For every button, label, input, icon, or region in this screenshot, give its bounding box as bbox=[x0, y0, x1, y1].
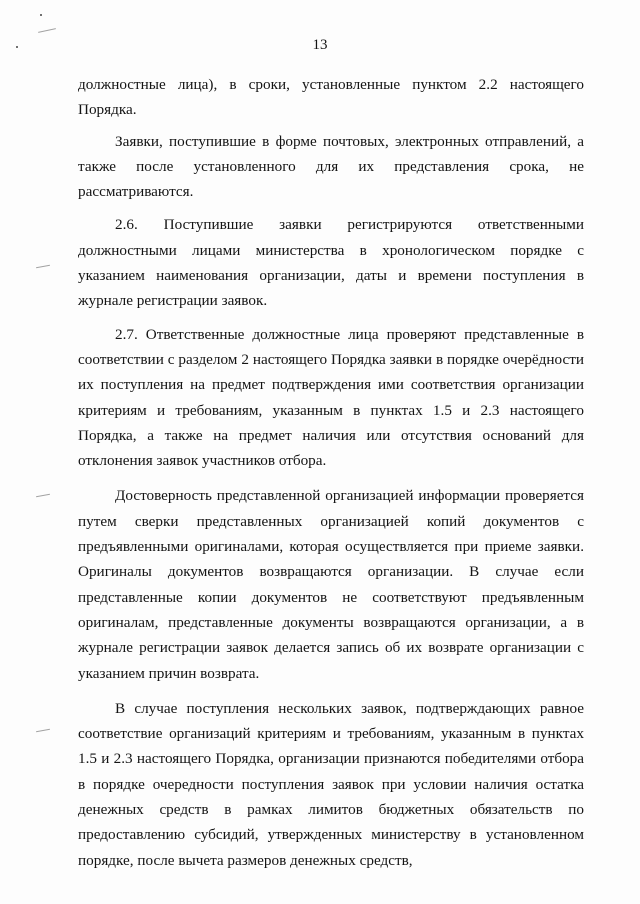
body-text bbox=[78, 72, 584, 873]
scan-mark bbox=[36, 265, 50, 268]
scan-mark bbox=[40, 14, 42, 16]
paragraph: Достоверность представленной организацией информации проверяется путем сверки представленных организацией копий документов с предъявленными оригиналами, которая осуществляется при приеме заявки. Оригиналы документов возвращаются организации. В случае если представленные копии документов не соответствуют предъявленным оригиналам, представленные документы возвращаются организации, а в журнале регистрации заявок делается запись об их возврате организации с указанием причин возврата. bbox=[78, 487, 584, 682]
page-number: 13 bbox=[312, 37, 328, 53]
scan-mark bbox=[36, 494, 50, 497]
paragraph: В случае поступления нескольких заявок, подтверждающих равное соответствие организаций критериям и требованиям, указанным в пунктах 1.5 и 2.3 настоящего Порядка, организации признаются победителями отбора в порядке очередности поступления заявок при условии наличия остатка денежных средств в рамках лимитов бюджетных обязательств по предоставлению субсидий, утвержденных министерству в установленном порядке, после вычета размеров денежных средств, bbox=[78, 699, 584, 869]
scan-mark bbox=[38, 28, 56, 33]
paragraph: Заявки, поступившие в форме почтовых, электронных отправлений, а также после установленного для их представления срока, не рассматриваются. bbox=[78, 132, 584, 201]
paragraph: 2.6. Поступившие заявки регистрируются ответственными должностными лицами министерства в хронологическом порядке с указанием наименования организации, даты и времени поступления в журнале регистрации заявок. bbox=[78, 216, 584, 310]
paragraph: должностные лица), в сроки, установленные пунктом 2.2 настоящего Порядка. bbox=[78, 76, 584, 119]
scan-mark bbox=[36, 729, 50, 732]
paragraph: 2.7. Ответственные должностные лица проверяют представленные в соответствии с разделом 2 настоящего Порядка заявки в порядке очерёдности их поступления на предмет подтверждения ими соответствия организации критериям и требованиям, указанным в пунктах 1.5 и 2.3 настоящего Порядка, а также на предмет наличия или отсутствия оснований для отклонения заявок участников отбора. bbox=[78, 325, 584, 470]
